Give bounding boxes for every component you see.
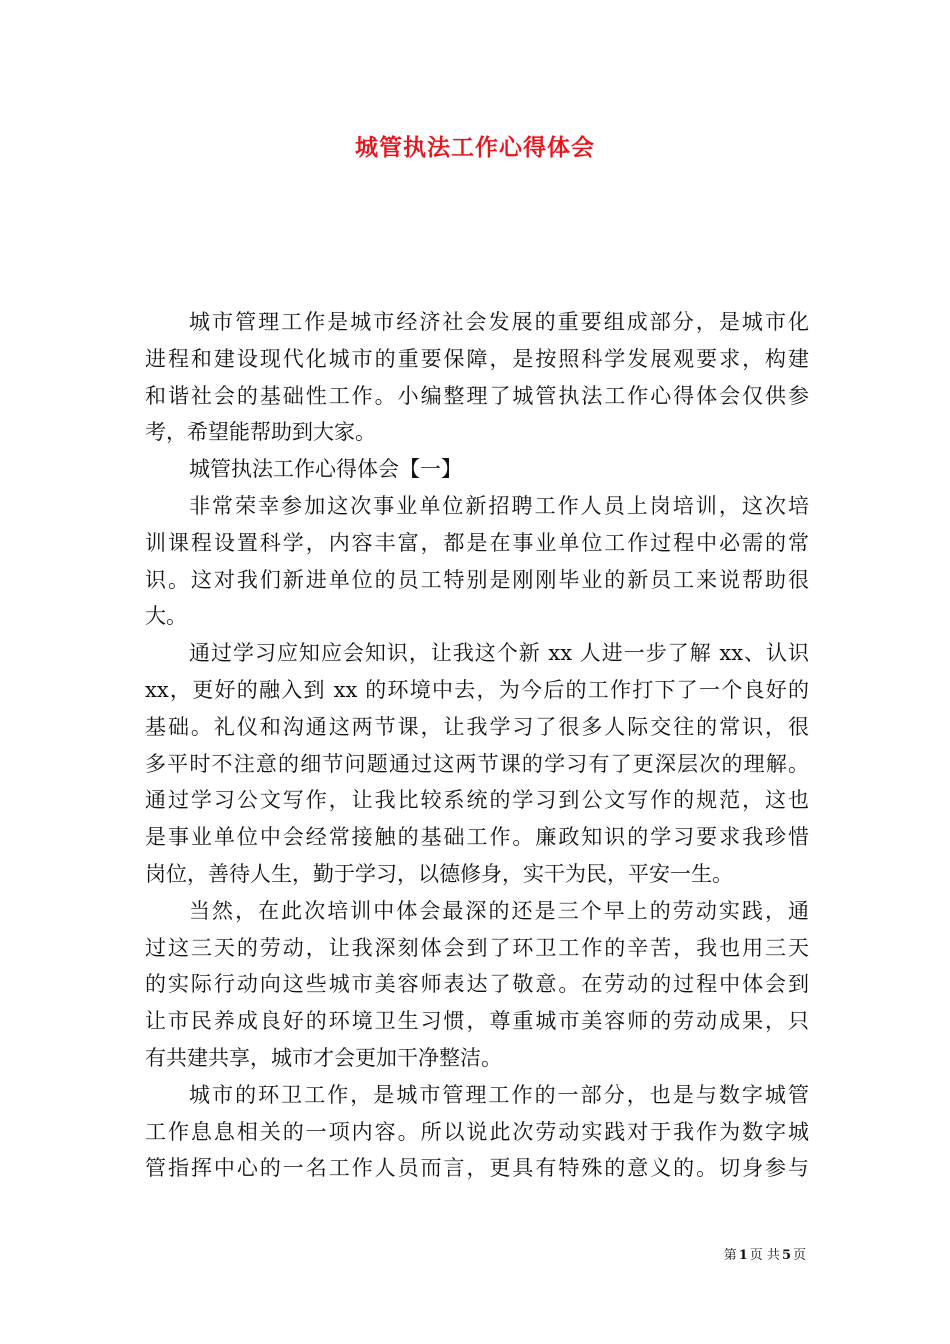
footer-middle: 页 共 — [749, 1248, 780, 1263]
text-line: 有共建共享，城市才会更加干净整洁。 — [145, 1045, 502, 1070]
text-line: 识。这对我们新进单位的员工特别是刚刚毕业的新员工来说帮助很 — [145, 567, 809, 592]
page-footer — [724, 1247, 806, 1265]
text-line: 岗位，善待人生，勤于学习，以德修身，实干为民，平安一生。 — [145, 861, 733, 886]
text-line: 训课程设置科学，内容丰富，都是在事业单位工作过程中必需的常 — [145, 530, 809, 555]
text-line: 和谐社会的基础性工作。小编整理了城管执法工作心得体会仅供参 — [145, 383, 809, 408]
text-line: xx，更好的融入到 xx 的环境中去，为今后的工作打下了一个良好的 — [145, 677, 809, 702]
footer-page-number: 1 — [738, 1248, 748, 1263]
text-line: 进程和建设现代化城市的重要保障，是按照科学发展观要求，构建 — [145, 346, 809, 371]
text-line: 城市的环卫工作，是城市管理工作的一部分，也是与数字城管 — [189, 1082, 809, 1107]
text-line: 非常荣幸参加这次事业单位新招聘工作人员上岗培训，这次培 — [189, 493, 809, 518]
text-line: 是事业单位中会经常接触的基础工作。廉政知识的学习要求我珍惜 — [145, 825, 809, 850]
footer-total-pages: 5 — [781, 1248, 791, 1263]
text-line: 基础。礼仪和沟通这两节课，让我学习了很多人际交往的常识，很 — [145, 714, 809, 739]
text-line: 城市管理工作是城市经济社会发展的重要组成部分，是城市化 — [189, 310, 809, 334]
document-title: 城管执法工作心得体会 — [355, 134, 595, 161]
text-line: 城管执法工作心得体会【一】 — [189, 457, 462, 482]
document-body — [145, 304, 809, 1187]
text-line: 当然，在此次培训中体会最深的还是三个早上的劳动实践，通 — [189, 898, 809, 923]
footer-suffix: 页 — [792, 1248, 806, 1263]
text-line: 管指挥中心的一名工作人员而言，更具有特殊的意义的。切身参与 — [145, 1156, 809, 1181]
text-line: 考，希望能帮助到大家。 — [145, 420, 376, 445]
text-line: 多平时不注意的细节问题通过这两节课的学习有了更深层次的理解。 — [145, 751, 809, 776]
text-line: 过这三天的劳动，让我深刻体会到了环卫工作的辛苦，我也用三天 — [145, 935, 809, 960]
text-line: 大。 — [145, 604, 187, 629]
text-line: 让市民养成良好的环境卫生习惯，尊重城市美容师的劳动成果，只 — [145, 1009, 809, 1034]
text-line: 的实际行动向这些城市美容师表达了敬意。在劳动的过程中体会到 — [145, 972, 809, 997]
footer-prefix: 第 — [723, 1248, 737, 1263]
text-line: 通过学习公文写作，让我比较系统的学习到公文写作的规范，这也 — [145, 788, 809, 813]
text-line: 通过学习应知应会知识，让我这个新 xx 人进一步了解 xx、认识 — [189, 641, 809, 666]
text-line: 工作息息相关的一项内容。所以说此次劳动实践对于我作为数字城 — [145, 1119, 809, 1144]
